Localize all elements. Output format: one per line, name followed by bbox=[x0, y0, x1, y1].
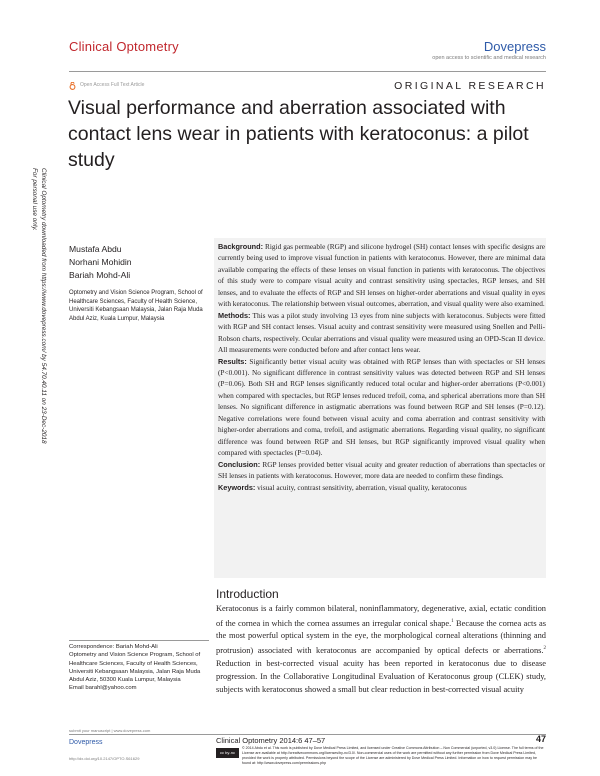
citation-ref[interactable]: 1 bbox=[451, 618, 454, 624]
abstract-conclusion-label: Conclusion: bbox=[218, 459, 261, 469]
abstract-results-label: Results: bbox=[218, 356, 247, 366]
introduction-heading: Introduction bbox=[216, 587, 279, 601]
correspondence-email[interactable]: Email barahl@yahoo.com bbox=[69, 685, 137, 692]
correspondence-block bbox=[69, 643, 209, 693]
correspondence-label: Correspondence: Bariah Mohd-Ali bbox=[69, 644, 158, 650]
introduction-text-part: Keratoconus is a fairly common bilateral, noninflammatory, degenerative, axial, ectatic condition of the cornea in which the cornea assumes an irregular conical shape. bbox=[216, 604, 546, 628]
introduction-text bbox=[216, 603, 546, 697]
publisher-logo[interactable]: Dovepress bbox=[483, 39, 546, 54]
footer-publisher[interactable]: Dovepress bbox=[69, 739, 103, 746]
abstract-results: Significantly better visual acuity was obtained with RGP lenses than with spectacles or SH lenses (P<0.001). No significant difference in contrast sensitivity values was detected between RGP and SH lenses (P=0.06). Both SH and RGP lenses significantly reduced total ocular and higher-order aberrations (P<0.001) when compared with spectacles, but RGP lenses reduced trefoil, coma, and spherical aberrations more than SH lenses. No significant difference in astigmatic aberrations was found between RGP and SH lenses (P=0.12). Negative correlations were found between visual acuity and coma aberration and contrast sensitivity with higher-order aberrations and coma, trefoil, and astigmatic aberrations. Regarding visual quality, no significant difference was found between RGP and SH lenses, but RGP significantly improved visual quality when compared with spectacles (P=0.04). bbox=[218, 356, 545, 458]
license-text: © 2014 Abdu et al. This work is published by Dove Medical Press Limited, and licensed under Creative Commons Attribution – Non Commercial (unported, v3.0) License. The full terms of the License are available at http://creativecommons.org/licenses/by-nc/3.0/. Non-commercial uses of the work are permitted without any further permission from Dove Medical Press Limited, provided the work is properly attributed. Permissions beyond the scope of the License are administered by Dove Medical Press Limited. Information on how to request permission may be found at: http://www.dovepress.com/permissions.php bbox=[242, 746, 544, 765]
correspondence-divider bbox=[69, 640, 209, 641]
author-name: Mustafa Abdu bbox=[69, 244, 122, 254]
introduction-text-part: Because the cornea acts as the most powerful optical system in the eye, the morphological corneal alterations (thinning and protrusion) associated with keratoconus are accompanied by optical defects or aberrations. bbox=[216, 618, 546, 656]
page-number: 47 bbox=[535, 734, 546, 744]
article-title: Visual performance and aberration associated with contact lens wear in patients with keratoconus: a pilot study bbox=[68, 97, 529, 171]
abstract-background: Rigid gas permeable (RGP) and silicone hydrogel (SH) contact lenses with specific designs are currently being used to improve visual function in patients with keratoconus. However, there are minimal data available comparing the effects of these lenses on visual function in patients with keratoconus. The objectives of this study were to compare visual acuity and contrast sensitivity using spectacles, RGP lenses, and SH lenses, and to evaluate the effects of RGP and SH lenses on higher-order aberrations and visual quality in eyes with keratoconus. The relationship between visual outcomes, aberration, and visual quality were also examined. bbox=[218, 242, 545, 309]
introduction-text-part: Reduction in best-corrected visual acuity has been reported in keratoconus due to disease progression. In the Collaborative Longitudinal Evaluation of Keratoconus group (CLEK) study, subjects with keratoconus showed a small but clear reduction in best-corrected visual acuity bbox=[216, 658, 546, 694]
personal-use-line: For personal use only. bbox=[31, 168, 38, 231]
keywords-label: Keywords: bbox=[218, 482, 256, 492]
footer-citation: Clinical Optometry 2014:6 47–57 bbox=[216, 736, 326, 745]
header-divider bbox=[69, 71, 546, 72]
footer-divider bbox=[69, 734, 546, 735]
author-affiliation: Optometry and Vision Science Program, School of Healthcare Sciences, Faculty of Health Science, Universiti Kebangsaan Malaysia, Jalan Raja Muda Abdul Aziz, Kuala Lumpur, Malaysia bbox=[69, 290, 203, 322]
article-type: ORIGINAL RESEARCH bbox=[394, 80, 546, 92]
publisher-tagline: open access to scientific and medical research bbox=[432, 55, 546, 61]
author-name: Norhani Mohidin bbox=[69, 257, 132, 267]
abstract-background-label: Background: bbox=[218, 242, 263, 251]
correspondence-address: Optometry and Vision Science Program, School of Healthcare Sciences, Faculty of Health Sciences, Universiti Kebangsaan Malaysia, Jalan Raja Muda Abdul Aziz, 50300 Kuala Lumpur, Malaysia bbox=[69, 652, 201, 684]
submit-manuscript-link[interactable]: submit your manuscript | www.dovepress.com bbox=[69, 728, 151, 733]
citation-ref[interactable]: 2 bbox=[543, 646, 546, 652]
open-access-icon bbox=[69, 82, 76, 90]
abstract bbox=[218, 241, 545, 493]
abstract-methods: This was a pilot study involving 13 eyes from nine subjects with keratoconus. Subjects were fitted with RGP and SH contact lenses. Visual acuity and contrast sensitivity were measured using Snellen and Pelli-Robson charts, respectively. Ocular aberrations and visual quality were measured using an OPD-Scan II device. All measurements were conducted before and after contact lens wear. bbox=[218, 310, 545, 355]
open-access-label: Open Access Full Text Article bbox=[80, 82, 145, 88]
download-notice-line: Clinical Optometry downloaded from https://www.dovepress.com/ by 54.70.40.11 on 23-Dec-2018 bbox=[40, 168, 47, 444]
creative-commons-badge[interactable]: cc by-nc bbox=[216, 748, 239, 758]
author-name: Bariah Mohd-Ali bbox=[69, 270, 131, 280]
abstract-methods-label: Methods: bbox=[218, 310, 251, 320]
abstract-conclusion: RGP lenses provided better visual acuity and greater reduction of aberrations than spectacles or SH lenses in patients with keratoconus. However, more data are needed to confirm these findings. bbox=[218, 459, 545, 481]
doi-link[interactable]: http://dx.doi.org/10.2147/OPTO.S61629 bbox=[69, 756, 140, 761]
download-notice bbox=[26, 168, 48, 508]
author-list bbox=[69, 243, 132, 282]
keywords: visual acuity, contrast sensitivity, aberration, visual quality, keratoconus bbox=[257, 482, 467, 492]
journal-name: Clinical Optometry bbox=[69, 39, 179, 54]
